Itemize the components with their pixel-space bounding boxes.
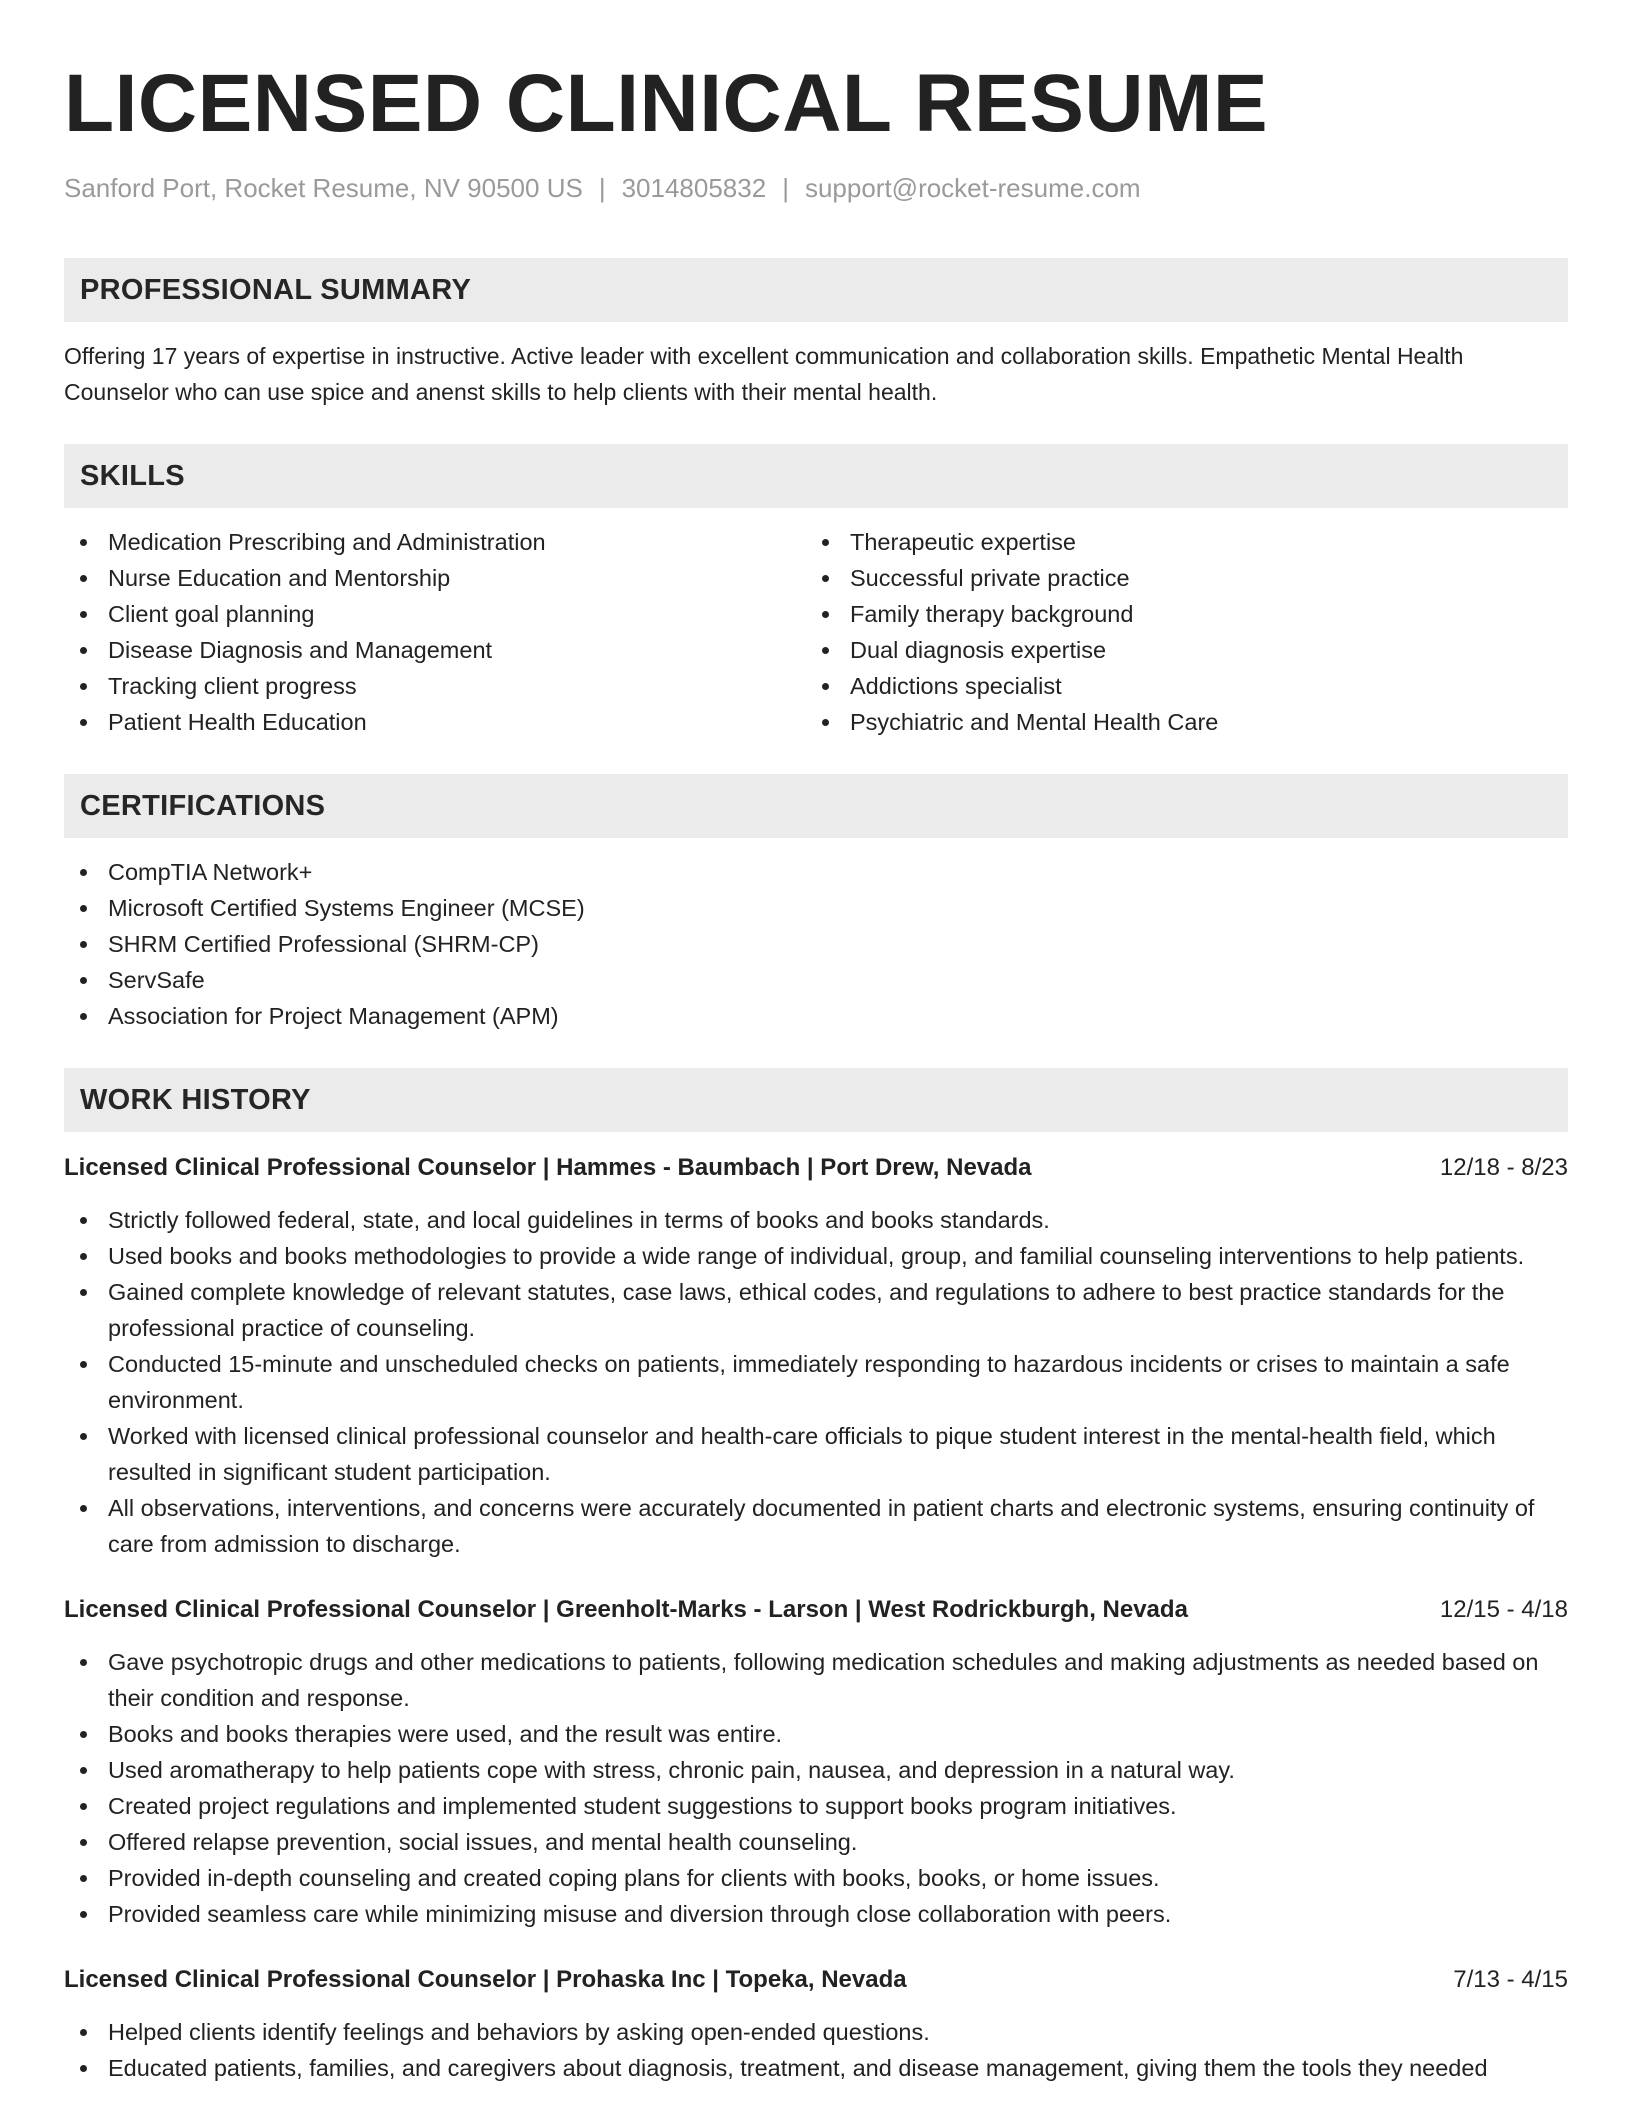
skill-item: Family therapy background: [806, 596, 1548, 632]
certification-item: ServSafe: [64, 962, 1568, 998]
job-bullet: Gained complete knowledge of relevant statutes, case laws, ethical codes, and regulations to adhere to best practice standards for the professional practice of counseling.: [64, 1274, 1568, 1346]
contact-phone: 3014805832: [621, 173, 767, 203]
job-header: [64, 1962, 1568, 1998]
job-dates: 12/15 - 4/18: [1439, 1596, 1568, 1623]
job-bullet: Provided in-depth counseling and created coping plans for clients with books, books, or home issues.: [64, 1860, 1568, 1896]
job-bullet: Provided seamless care while minimizing misuse and diversion through close collaboration with peers.: [64, 1896, 1568, 1932]
resume-title: LICENSED CLINICAL RESUME: [64, 58, 1269, 149]
job-bullet: Educated patients, families, and caregivers about diagnosis, treatment, and disease management, giving them the tools they needed: [64, 2050, 1568, 2086]
job-title: Licensed Clinical Professional Counselor | Hammes - Baumbach | Port Drew, Nevada: [64, 1154, 1032, 1181]
contact-separator: |: [598, 173, 606, 203]
skill-item: Disease Diagnosis and Management: [64, 632, 806, 668]
job-bullet: Strictly followed federal, state, and local guidelines in terms of books and books standards.: [64, 1202, 1568, 1238]
job-entry: [64, 1962, 1568, 2086]
job-bullet: All observations, interventions, and concerns were accurately documented in patient charts and electronic systems, ensuring continuity of care from admission to discharge.: [64, 1490, 1568, 1562]
skills-grid: [64, 524, 1568, 740]
job-entry: [64, 1592, 1568, 1932]
certification-item: SHRM Certified Professional (SHRM-CP): [64, 926, 1568, 962]
job-bullet: Conducted 15-minute and unscheduled checks on patients, immediately responding to hazardous incidents or crises to maintain a safe environment.: [64, 1346, 1568, 1418]
contact-address: Sanford Port, Rocket Resume, NV 90500 US: [64, 173, 583, 203]
skills-list-left: [64, 524, 806, 740]
job-dates: 12/18 - 8/23: [1439, 1154, 1568, 1181]
job-bullet: Used aromatherapy to help patients cope with stress, chronic pain, nausea, and depression in a natural way.: [64, 1752, 1568, 1788]
job-dates: 7/13 - 4/15: [1453, 1966, 1568, 1993]
job-bullet: Gave psychotropic drugs and other medications to patients, following medication schedules and making adjustments as needed based on their condition and response.: [64, 1644, 1568, 1716]
work-history-heading: WORK HISTORY: [64, 1068, 1568, 1132]
skill-item: Therapeutic expertise: [806, 524, 1548, 560]
certifications-heading: CERTIFICATIONS: [64, 774, 1568, 838]
job-bullet-list: [64, 2014, 1568, 2086]
job-bullet: Helped clients identify feelings and behaviors by asking open-ended questions.: [64, 2014, 1568, 2050]
skill-item: Medication Prescribing and Administration: [64, 524, 806, 560]
skill-item: Psychiatric and Mental Health Care: [806, 704, 1548, 740]
job-bullet: Offered relapse prevention, social issues, and mental health counseling.: [64, 1824, 1568, 1860]
contact-line: [64, 170, 1568, 206]
job-header: [64, 1592, 1568, 1628]
job-bullet-list: [64, 1644, 1568, 1932]
job-bullet: Books and books therapies were used, and the result was entire.: [64, 1716, 1568, 1752]
skill-item: Addictions specialist: [806, 668, 1548, 704]
contact-email: support@rocket-resume.com: [804, 173, 1141, 203]
summary-text: Offering 17 years of expertise in instructive. Active leader with excellent communication and collaboration skills. Empathetic Mental Health Counselor who can use spice and anenst skills to help clients with their mental health.: [64, 343, 1464, 405]
job-header: [64, 1150, 1568, 1186]
skill-item: Patient Health Education: [64, 704, 806, 740]
job-bullet: Used books and books methodologies to provide a wide range of individual, group, and familial counseling interventions to help patients.: [64, 1238, 1568, 1274]
job-bullet: Created project regulations and implemented student suggestions to support books program initiatives.: [64, 1788, 1568, 1824]
skills-list-right: [806, 524, 1548, 740]
skill-item: Tracking client progress: [64, 668, 806, 704]
skills-heading: SKILLS: [64, 444, 1568, 508]
summary-heading: PROFESSIONAL SUMMARY: [64, 258, 1568, 322]
contact-separator: |: [782, 173, 789, 203]
job-title: Licensed Clinical Professional Counselor | Prohaska Inc | Topeka, Nevada: [64, 1966, 907, 1993]
skill-item: Successful private practice: [806, 560, 1548, 596]
certification-item: Association for Project Management (APM): [64, 998, 1568, 1034]
skill-item: Dual diagnosis expertise: [806, 632, 1548, 668]
job-bullet-list: [64, 1202, 1568, 1562]
certification-item: CompTIA Network+: [64, 854, 1568, 890]
job-entry: [64, 1150, 1568, 1562]
certification-item: Microsoft Certified Systems Engineer (MCSE): [64, 890, 1568, 926]
skill-item: Client goal planning: [64, 596, 806, 632]
job-bullet: Worked with licensed clinical professional counselor and health-care officials to pique student interest in the mental-health field, which resulted in significant student participation.: [64, 1418, 1568, 1490]
job-title: Licensed Clinical Professional Counselor | Greenholt-Marks - Larson | West Rodrickburgh, Nevada: [64, 1596, 1188, 1623]
certifications-list: [64, 854, 1568, 1034]
skill-item: Nurse Education and Mentorship: [64, 560, 806, 596]
